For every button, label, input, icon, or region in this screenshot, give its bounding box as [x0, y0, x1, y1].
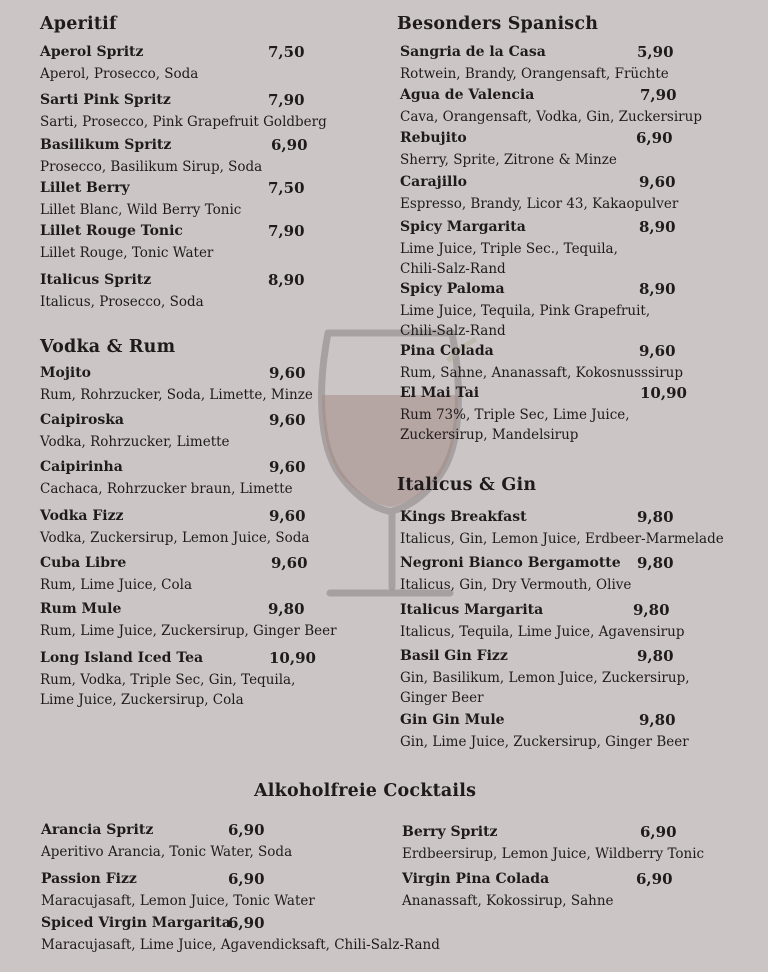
- drink-name: Sangria de la Casa: [400, 44, 546, 60]
- drink-price: 9,60: [639, 173, 676, 191]
- section-title-besonders-spanisch: Besonders Spanisch: [397, 14, 599, 34]
- drink-ingredients: Italicus, Gin, Lemon Juice, Erdbeer-Marmelade: [400, 531, 724, 547]
- drink-price: 7,90: [640, 86, 677, 104]
- menu-item: [400, 602, 740, 642]
- menu-item: [400, 712, 740, 752]
- menu-item: [400, 555, 740, 595]
- menu-item: [400, 174, 740, 214]
- drink-ingredients: Vodka, Zuckersirup, Lemon Juice, Soda: [40, 530, 310, 546]
- drink-price: 9,60: [271, 554, 308, 572]
- drink-price: 9,80: [637, 554, 674, 572]
- drink-ingredients: Prosecco, Basilikum Sirup, Soda: [40, 159, 263, 175]
- drink-name: Arancia Spritz: [41, 822, 154, 838]
- drink-ingredients: Erdbeersirup, Lemon Juice, Wildberry Tonic: [402, 846, 705, 862]
- drink-ingredients: Lime Juice, Triple Sec., Tequila,: [400, 241, 618, 257]
- drink-price: 5,90: [637, 43, 674, 61]
- drink-ingredients: Italicus, Prosecco, Soda: [40, 294, 204, 310]
- menu-item: [400, 130, 740, 170]
- drink-price: 10,90: [269, 649, 316, 667]
- drink-price: 9,60: [269, 364, 306, 382]
- menu-item: [41, 822, 381, 862]
- drink-name: Pina Colada: [400, 343, 494, 359]
- drink-name: Passion Fizz: [41, 871, 137, 887]
- drink-ingredients: Ananassaft, Kokossirup, Sahne: [402, 893, 614, 909]
- drink-name: Rebujito: [400, 130, 467, 146]
- drink-ingredients: Rum, Lime Juice, Zuckersirup, Ginger Beer: [40, 623, 337, 639]
- drink-name: Spiced Virgin Margarita: [41, 915, 231, 931]
- drink-price: 9,80: [268, 600, 305, 618]
- menu-item: [400, 385, 740, 445]
- drink-ingredients: Espresso, Brandy, Licor 43, Kakaopulver: [400, 196, 679, 212]
- drink-ingredients: Lime Juice, Tequila, Pink Grapefruit,: [400, 303, 651, 319]
- drink-ingredients: Chili-Salz-Rand: [400, 323, 506, 339]
- section-title-vodka-rum: Vodka & Rum: [40, 337, 176, 357]
- drink-ingredients: Lillet Blanc, Wild Berry Tonic: [40, 202, 242, 218]
- drink-ingredients: Maracujasaft, Lemon Juice, Tonic Water: [41, 893, 315, 909]
- drink-name: Basilikum Spritz: [40, 137, 172, 153]
- drink-ingredients: Sarti, Prosecco, Pink Grapefruit Goldberg: [40, 114, 327, 130]
- drink-price: 9,80: [637, 508, 674, 526]
- drink-ingredients: Italicus, Gin, Dry Vermouth, Olive: [400, 577, 632, 593]
- drink-name: Virgin Pina Colada: [402, 871, 550, 887]
- drink-price: 9,60: [269, 411, 306, 429]
- drink-name: Carajillo: [400, 174, 468, 190]
- drink-price: 9,80: [639, 711, 676, 729]
- drink-name: Long Island Iced Tea: [40, 650, 204, 666]
- menu-item: [40, 137, 380, 177]
- drink-ingredients: Rum, Sahne, Ananassaft, Kokosnusssirup: [400, 365, 684, 381]
- drink-price: 6,90: [636, 129, 673, 147]
- menu-item: [40, 180, 380, 220]
- menu-item: [40, 92, 380, 132]
- drink-name: Aperol Spritz: [40, 44, 144, 60]
- drink-name: Spicy Margarita: [400, 219, 526, 235]
- drink-price: 9,60: [269, 458, 306, 476]
- drink-ingredients: Lime Juice, Zuckersirup, Cola: [40, 692, 244, 708]
- drink-price: 9,80: [633, 601, 670, 619]
- drink-ingredients: Cava, Orangensaft, Vodka, Gin, Zuckersirup: [400, 109, 702, 125]
- menu-item: [400, 343, 740, 383]
- drink-price: 6,90: [228, 914, 265, 932]
- drink-name: Lillet Berry: [40, 180, 130, 196]
- drink-ingredients: Ginger Beer: [400, 690, 484, 706]
- drink-name: Agua de Valencia: [400, 87, 535, 103]
- drink-price: 8,90: [268, 271, 305, 289]
- drink-name: Vodka Fizz: [40, 508, 124, 524]
- drink-ingredients: Aperol, Prosecco, Soda: [40, 66, 199, 82]
- menu-item: [400, 44, 740, 84]
- drink-ingredients: Cachaca, Rohrzucker braun, Limette: [40, 481, 293, 497]
- drink-ingredients: Maracujasaft, Lime Juice, Agavendicksaft, Chili-Salz-Rand: [41, 937, 440, 953]
- drink-name: Lillet Rouge Tonic: [40, 223, 183, 239]
- drink-ingredients: Rum 73%, Triple Sec, Lime Juice,: [400, 407, 630, 423]
- drink-price: 7,50: [268, 43, 305, 61]
- menu-item: [400, 87, 740, 127]
- drink-ingredients: Rotwein, Brandy, Orangensaft, Früchte: [400, 66, 669, 82]
- drink-price: 6,90: [228, 870, 265, 888]
- drink-ingredients: Zuckersirup, Mandelsirup: [400, 427, 579, 443]
- drink-name: El Mai Tai: [400, 385, 480, 401]
- drink-ingredients: Sherry, Sprite, Zitrone & Minze: [400, 152, 617, 168]
- drink-price: 8,90: [639, 218, 676, 236]
- menu-item: [40, 44, 380, 84]
- menu-item: [40, 555, 380, 595]
- drink-price: 9,60: [639, 342, 676, 360]
- drink-price: 6,90: [271, 136, 308, 154]
- drink-name: Cuba Libre: [40, 555, 127, 571]
- menu-item: [400, 281, 740, 341]
- drink-ingredients: Gin, Basilikum, Lemon Juice, Zuckersirup,: [400, 670, 690, 686]
- drink-ingredients: Chili-Salz-Rand: [400, 261, 506, 277]
- drink-name: Mojito: [40, 365, 92, 381]
- menu-item: [402, 871, 742, 911]
- drink-name: Spicy Paloma: [400, 281, 505, 297]
- drink-price: 9,80: [637, 647, 674, 665]
- drink-name: Negroni Bianco Bergamotte: [400, 555, 621, 571]
- menu-item: [400, 509, 740, 549]
- drink-price: 6,90: [636, 870, 673, 888]
- drink-name: Rum Mule: [40, 601, 122, 617]
- drink-name: Berry Spritz: [402, 824, 498, 840]
- drink-name: Gin Gin Mule: [400, 712, 505, 728]
- menu-item: [402, 824, 742, 864]
- drink-price: 6,90: [228, 821, 265, 839]
- drink-ingredients: Rum, Lime Juice, Cola: [40, 577, 192, 593]
- drink-price: 9,60: [269, 507, 306, 525]
- drink-ingredients: Rum, Rohrzucker, Soda, Limette, Minze: [40, 387, 313, 403]
- menu-item: [40, 459, 380, 499]
- drink-price: 7,90: [268, 222, 305, 240]
- drink-name: Caipiroska: [40, 412, 125, 428]
- menu-item: [40, 412, 380, 452]
- drink-name: Caipirinha: [40, 459, 123, 475]
- menu-item: [40, 508, 380, 548]
- menu-item: [400, 648, 740, 708]
- menu-item: [40, 272, 380, 312]
- drink-ingredients: Vodka, Rohrzucker, Limette: [40, 434, 230, 450]
- menu-item: [41, 914, 440, 955]
- drink-ingredients: Rum, Vodka, Triple Sec, Gin, Tequila,: [40, 672, 296, 688]
- menu-item: [400, 219, 740, 279]
- drink-price: 6,90: [640, 823, 677, 841]
- section-title-italicus-gin: Italicus & Gin: [397, 475, 537, 495]
- menu-item: [40, 650, 380, 710]
- menu-item: [41, 871, 381, 911]
- section-title-aperitif: Aperitif: [40, 14, 117, 34]
- drink-name: Italicus Spritz: [40, 272, 152, 288]
- drink-name: Italicus Margarita: [400, 602, 544, 618]
- drink-ingredients: Italicus, Tequila, Lime Juice, Agavensirup: [400, 624, 685, 640]
- drink-price: 7,90: [268, 91, 305, 109]
- drink-name: Sarti Pink Spritz: [40, 92, 171, 108]
- drink-name: Basil Gin Fizz: [400, 648, 508, 664]
- menu-item: [40, 601, 380, 641]
- drink-price: 8,90: [639, 280, 676, 298]
- drink-ingredients: Lillet Rouge, Tonic Water: [40, 245, 214, 261]
- menu-item: [40, 365, 380, 405]
- drink-price: 7,50: [268, 179, 305, 197]
- drink-price: 10,90: [640, 384, 687, 402]
- menu-item: [40, 223, 380, 263]
- drink-ingredients: Aperitivo Arancia, Tonic Water, Soda: [41, 844, 293, 860]
- section-title-alkoholfreie-cocktails: Alkoholfreie Cocktails: [254, 781, 477, 801]
- drink-ingredients: Gin, Lime Juice, Zuckersirup, Ginger Beer: [400, 734, 689, 750]
- drink-name: Kings Breakfast: [400, 509, 527, 525]
